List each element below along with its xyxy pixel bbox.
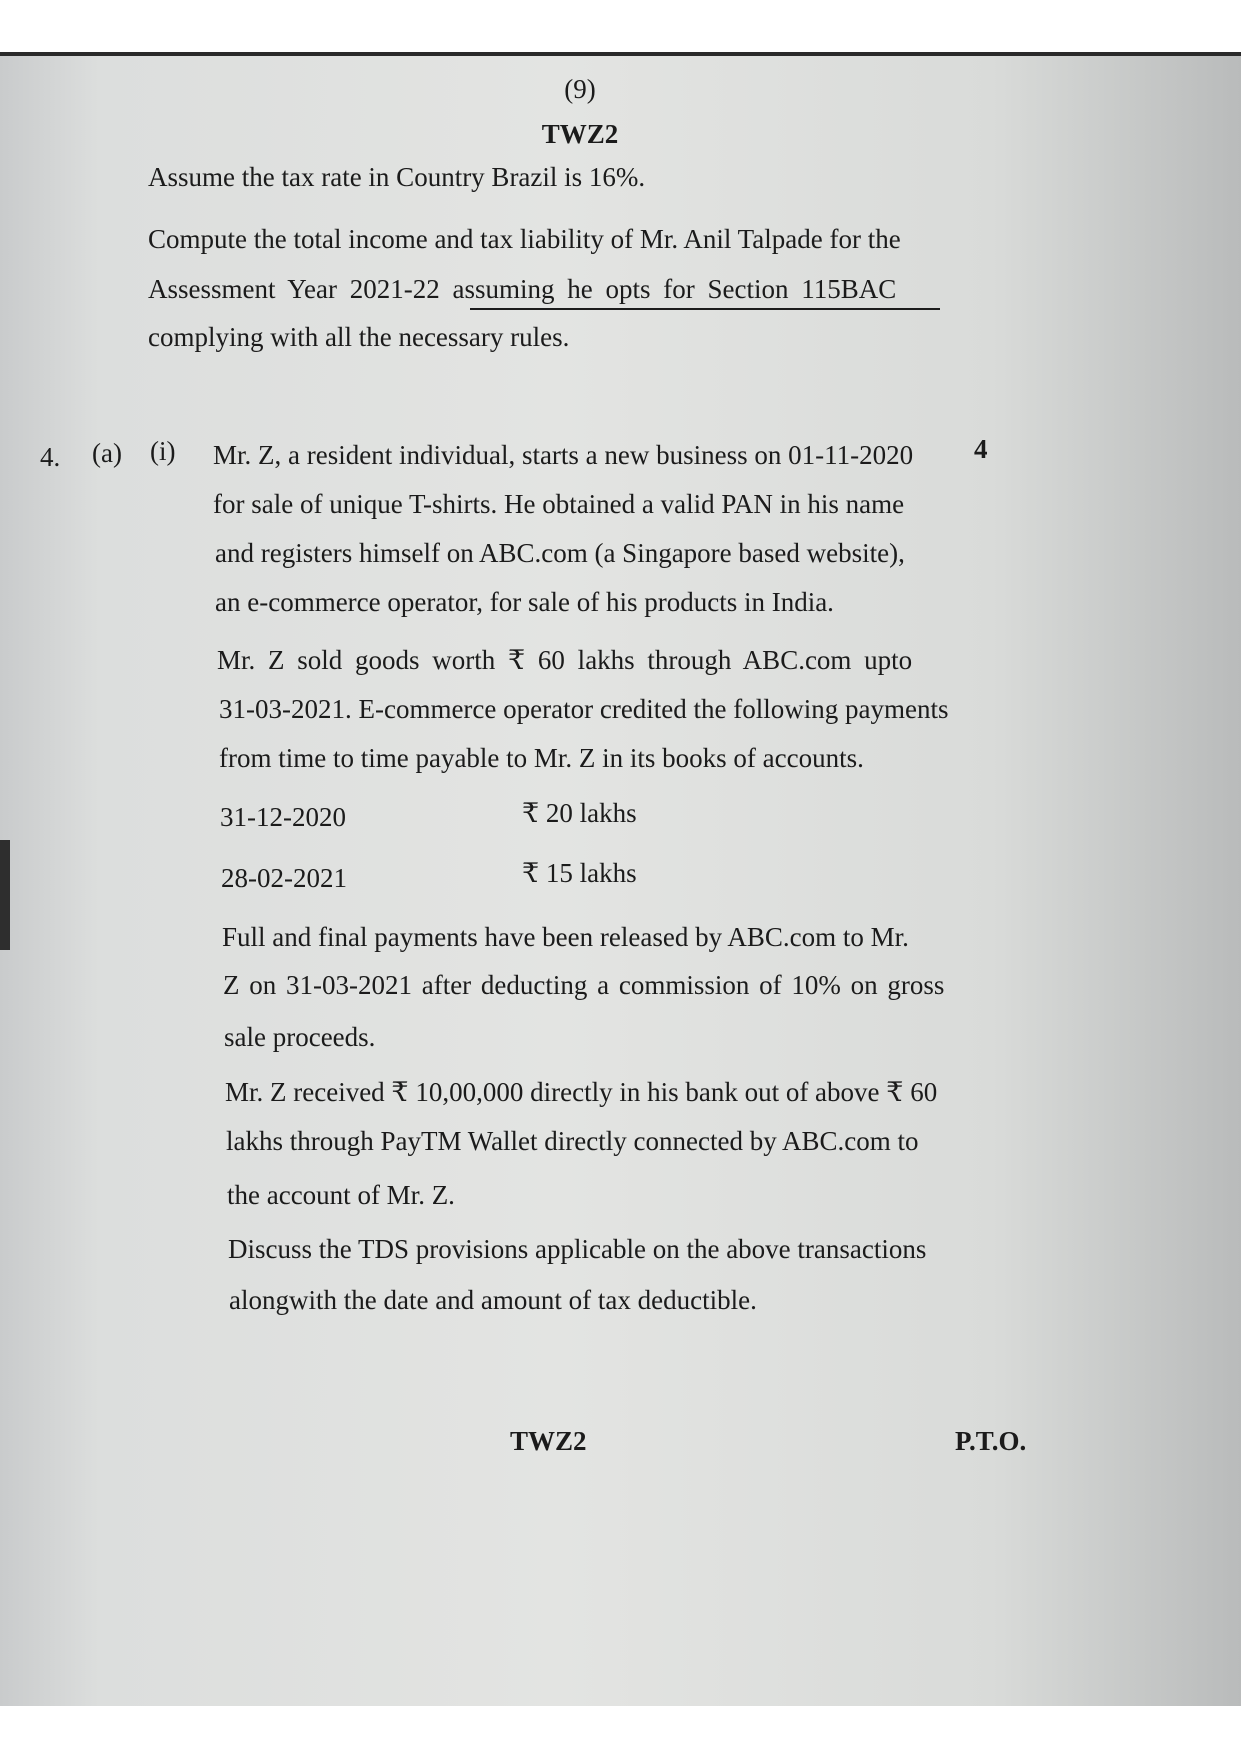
payment-amount-1: ₹ 20 lakhs (522, 798, 637, 828)
para1-line-2: for sale of unique T-shirts. He obtained a valid PAN in his name (213, 489, 905, 519)
page-number: (9) (564, 74, 596, 104)
para3-line-3: sale proceeds. (224, 1022, 376, 1052)
para3-line-2: Z on 31-03-2021 after deducting a commission of 10% on gross (223, 970, 945, 1000)
para4-line-2: lakhs through PayTM Wallet directly connected by ABC.com to (226, 1126, 919, 1156)
para4-line-3: the account of Mr. Z. (227, 1180, 455, 1210)
question-part: (a) (92, 438, 122, 468)
marks-label: 4 (974, 434, 988, 464)
payment-amount-2: ₹ 15 lakhs (522, 858, 637, 888)
compute-line-1: Compute the total income and tax liability of Mr. Anil Talpade for the (148, 224, 901, 254)
para1-line-1: Mr. Z, a resident individual, starts a new business on 01-11-2020 (213, 440, 914, 470)
payment-date-1: 31-12-2020 (220, 802, 346, 832)
scan-top-margin (0, 0, 1241, 52)
binding-edge-shadow (0, 840, 10, 950)
para1-line-3: and registers himself on ABC.com (a Singapore based website), (215, 538, 905, 568)
pen-underline-mark (470, 308, 940, 310)
para2-line-1: Mr. Z sold goods worth ₹ 60 lakhs through ABC.com upto (217, 645, 913, 675)
para2-line-2: 31-03-2021. E-commerce operator credited the following payments (219, 694, 949, 724)
compute-line-3: complying with all the necessary rules. (148, 322, 570, 352)
series-code-header: TWZ2 (541, 119, 619, 149)
para5-line-1: Discuss the TDS provisions applicable on the above transactions (228, 1234, 927, 1264)
pto-label: P.T.O. (955, 1426, 1027, 1456)
para2-line-3: from time to time payable to Mr. Z in its books of accounts. (219, 743, 864, 773)
question-subpart: (i) (150, 436, 176, 466)
para5-line-2: alongwith the date and amount of tax deductible. (229, 1285, 757, 1315)
compute-line-2: Assessment Year 2021-22 assuming he opts for Section 115BAC (148, 274, 897, 304)
series-code-footer: TWZ2 (510, 1426, 587, 1456)
scan-bottom-margin (0, 1706, 1241, 1754)
para4-line-1: Mr. Z received ₹ 10,00,000 directly in his bank out of above ₹ 60 (225, 1077, 938, 1107)
tax-rate-line: Assume the tax rate in Country Brazil is 16%. (148, 162, 646, 192)
para3-line-1: Full and final payments have been released by ABC.com to Mr. (222, 922, 909, 952)
para1-line-4: an e-commerce operator, for sale of his products in India. (215, 587, 834, 617)
question-number: 4. (40, 442, 61, 472)
payment-date-2: 28-02-2021 (221, 863, 347, 893)
